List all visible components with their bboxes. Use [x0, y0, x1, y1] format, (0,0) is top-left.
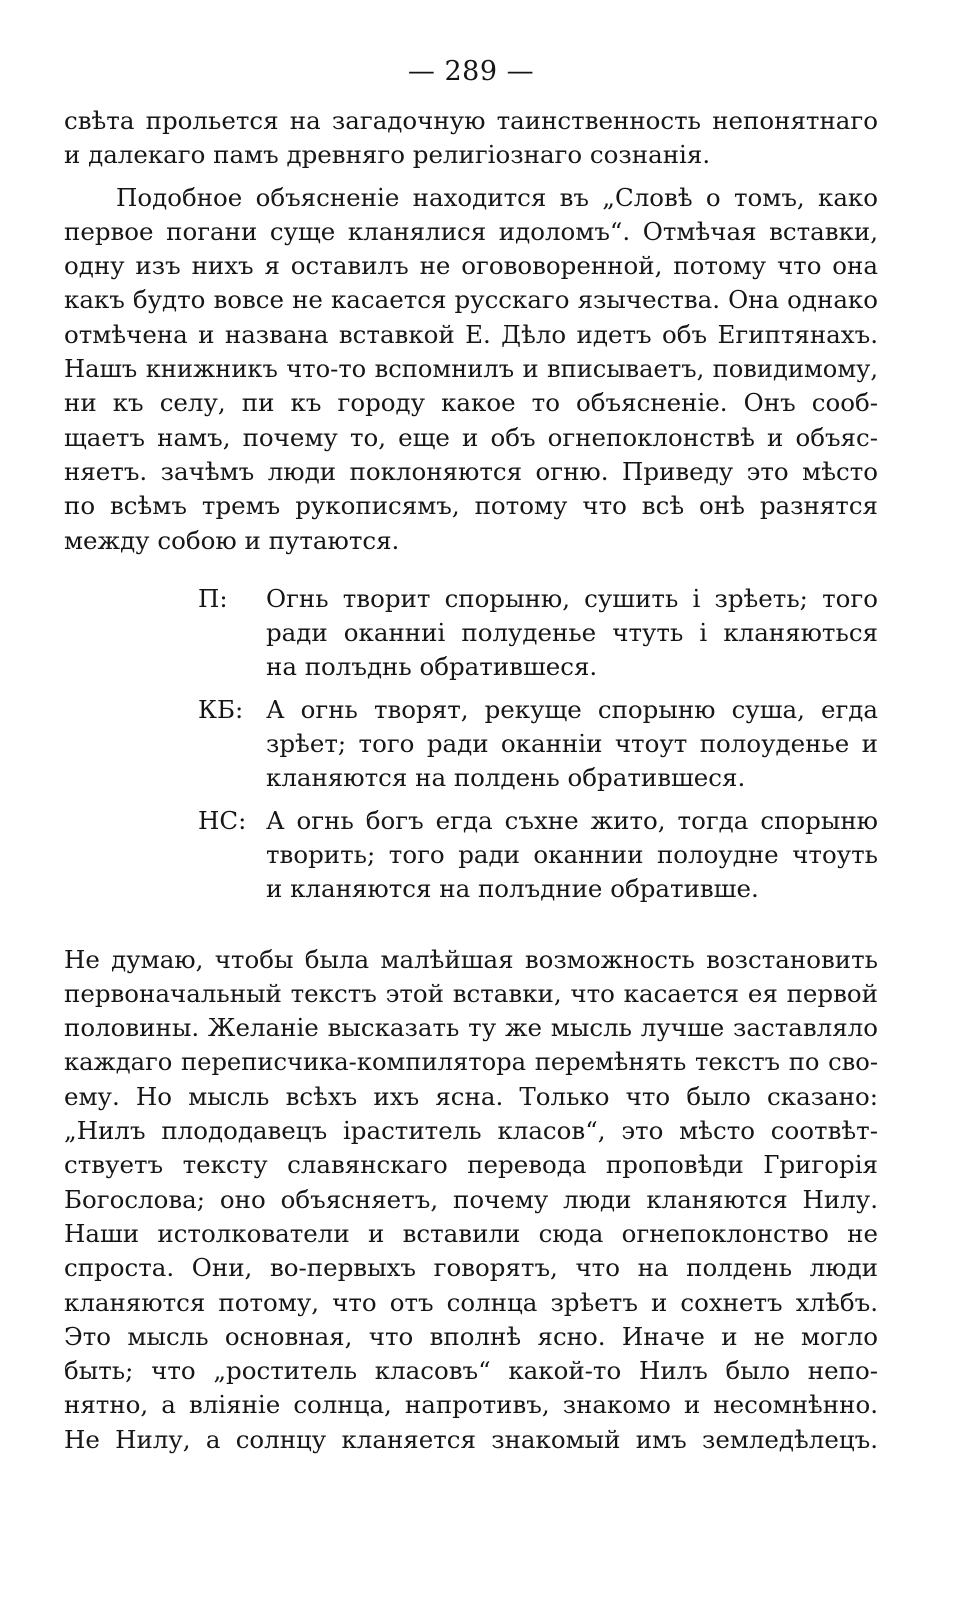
text-line: свѣта прольется на загадочную таинственность непонятнаго [64, 106, 878, 135]
text-line: ни къ селу, пи къ городу какое то объясненіе. Онъ сооб- [64, 388, 878, 418]
text-line: половины. Желаніе высказать ту же мысль лучше заставляло [64, 1013, 878, 1043]
text-line: по всѣмъ тремъ рукописямъ, потому что всѣ онѣ разнятся [64, 491, 878, 521]
text-line: Подобное объясненіе находится въ „Словѣ о томъ, како [116, 182, 878, 212]
quote-siglum: П: [198, 583, 228, 613]
text-line: одну изъ нихъ я оставилъ не огововоренной, потому что она [64, 251, 878, 281]
text-line: между собою и путаются. [64, 525, 400, 555]
quote-text [266, 804, 878, 907]
text-line: Наши истолкователи и вставили сюда огнепоклонство не [64, 1218, 878, 1248]
text-line: первоначальный текстъ этой вставки, что касается ея первой [64, 978, 878, 1008]
page-number: — 289 — [407, 56, 535, 87]
text-line: каждаго переписчика-компилятора перемѣнять текстъ по сво- [64, 1048, 878, 1077]
text-line: зрѣет; того ради оканніи чтоут полоуденье и [266, 729, 878, 759]
text-line: А огнь творят, рекуще спорыню суша, егда [266, 694, 878, 724]
manuscript-quotes [198, 582, 878, 907]
text-line: „Нилъ плододавецъ іраститель класов“, это мѣсто соотвѣт- [64, 1116, 878, 1146]
text-line: Нашъ книжникъ что-то вспомнилъ и вписываетъ, повидимому, [64, 355, 878, 384]
text-line: нятно, а вліяніе солнца, напротивъ, знакомо и несомнѣнно. [64, 1390, 878, 1420]
quote-text [266, 582, 878, 685]
text-line: и далекаго памъ древняго религіознаго сознанія. [64, 140, 711, 170]
text-line: кланяются на полдень обратившеся. [266, 763, 746, 793]
text-line: Богослова; оно объясняетъ, почему люди кланяются Нилу. [64, 1184, 878, 1214]
text-line: ему. Но мысль всѣхъ ихъ ясна. Только что было сказано: [64, 1081, 878, 1111]
text-line: няетъ. зачѣмъ люди поклоняются огню. Приведу это мѣсто [64, 456, 878, 486]
quote-ns [198, 804, 878, 907]
quote-text [266, 693, 878, 796]
text-line: отмѣчена и названа вставкой Е. Дѣло идетъ объ Египтянахъ. [64, 319, 878, 349]
text-line: Не думаю, чтобы была малѣйшая возможность возстановить [64, 944, 878, 974]
text-line: кланяются потому, что отъ солнца зрѣетъ и сохнетъ хлѣбъ. [64, 1287, 878, 1317]
text-line: на полъднь обратившеся. [266, 652, 598, 682]
text-line: Это мысль основная, что вполнѣ ясно. Иначе и не могло [64, 1321, 878, 1351]
text-line: и кланяются на полъдние обративше. [266, 874, 759, 904]
text-line: Не Нилу, а солнцу кланяется знакомый имъ земледѣлецъ. [64, 1424, 878, 1454]
text-line: ствуетъ тексту славянскаго перевода проповѣди Григорія [64, 1150, 878, 1180]
quote-p [198, 582, 878, 685]
quote-kb [198, 693, 878, 796]
text-line: какъ будто вовсе не касается русскаго язычества. Она однако [64, 285, 878, 315]
text-line: ради оканниі полуденье чтуть і кланяються [266, 618, 878, 648]
quote-siglum: НС: [198, 805, 247, 835]
book-page [64, 52, 878, 1552]
quote-siglum: КБ: [198, 694, 244, 724]
paragraph-2 [64, 181, 878, 558]
text-line: А огнь богъ егда съхне жито, тогда спорыню [266, 805, 878, 835]
paragraph-1 [64, 104, 878, 173]
text-line: быть; что „роститель класовъ“ какой-то Нилъ было непо- [64, 1356, 878, 1386]
text-line: Огнь творит спорыню, сушить і зрѣеть; того [266, 583, 878, 613]
text-line: первое погани суще кланялися идоломъ“. Отмѣчая вставки, [64, 216, 878, 246]
paragraph-3 [64, 943, 878, 1457]
text-line: спроста. Они, во-первыхъ говорятъ, что на полдень люди [64, 1253, 878, 1283]
text-line: творить; того ради оканнии полоудне чтоуть [266, 839, 878, 869]
text-line: щаетъ намъ, почему то, еще и объ огнепоклонствѣ и объяс- [64, 422, 878, 452]
